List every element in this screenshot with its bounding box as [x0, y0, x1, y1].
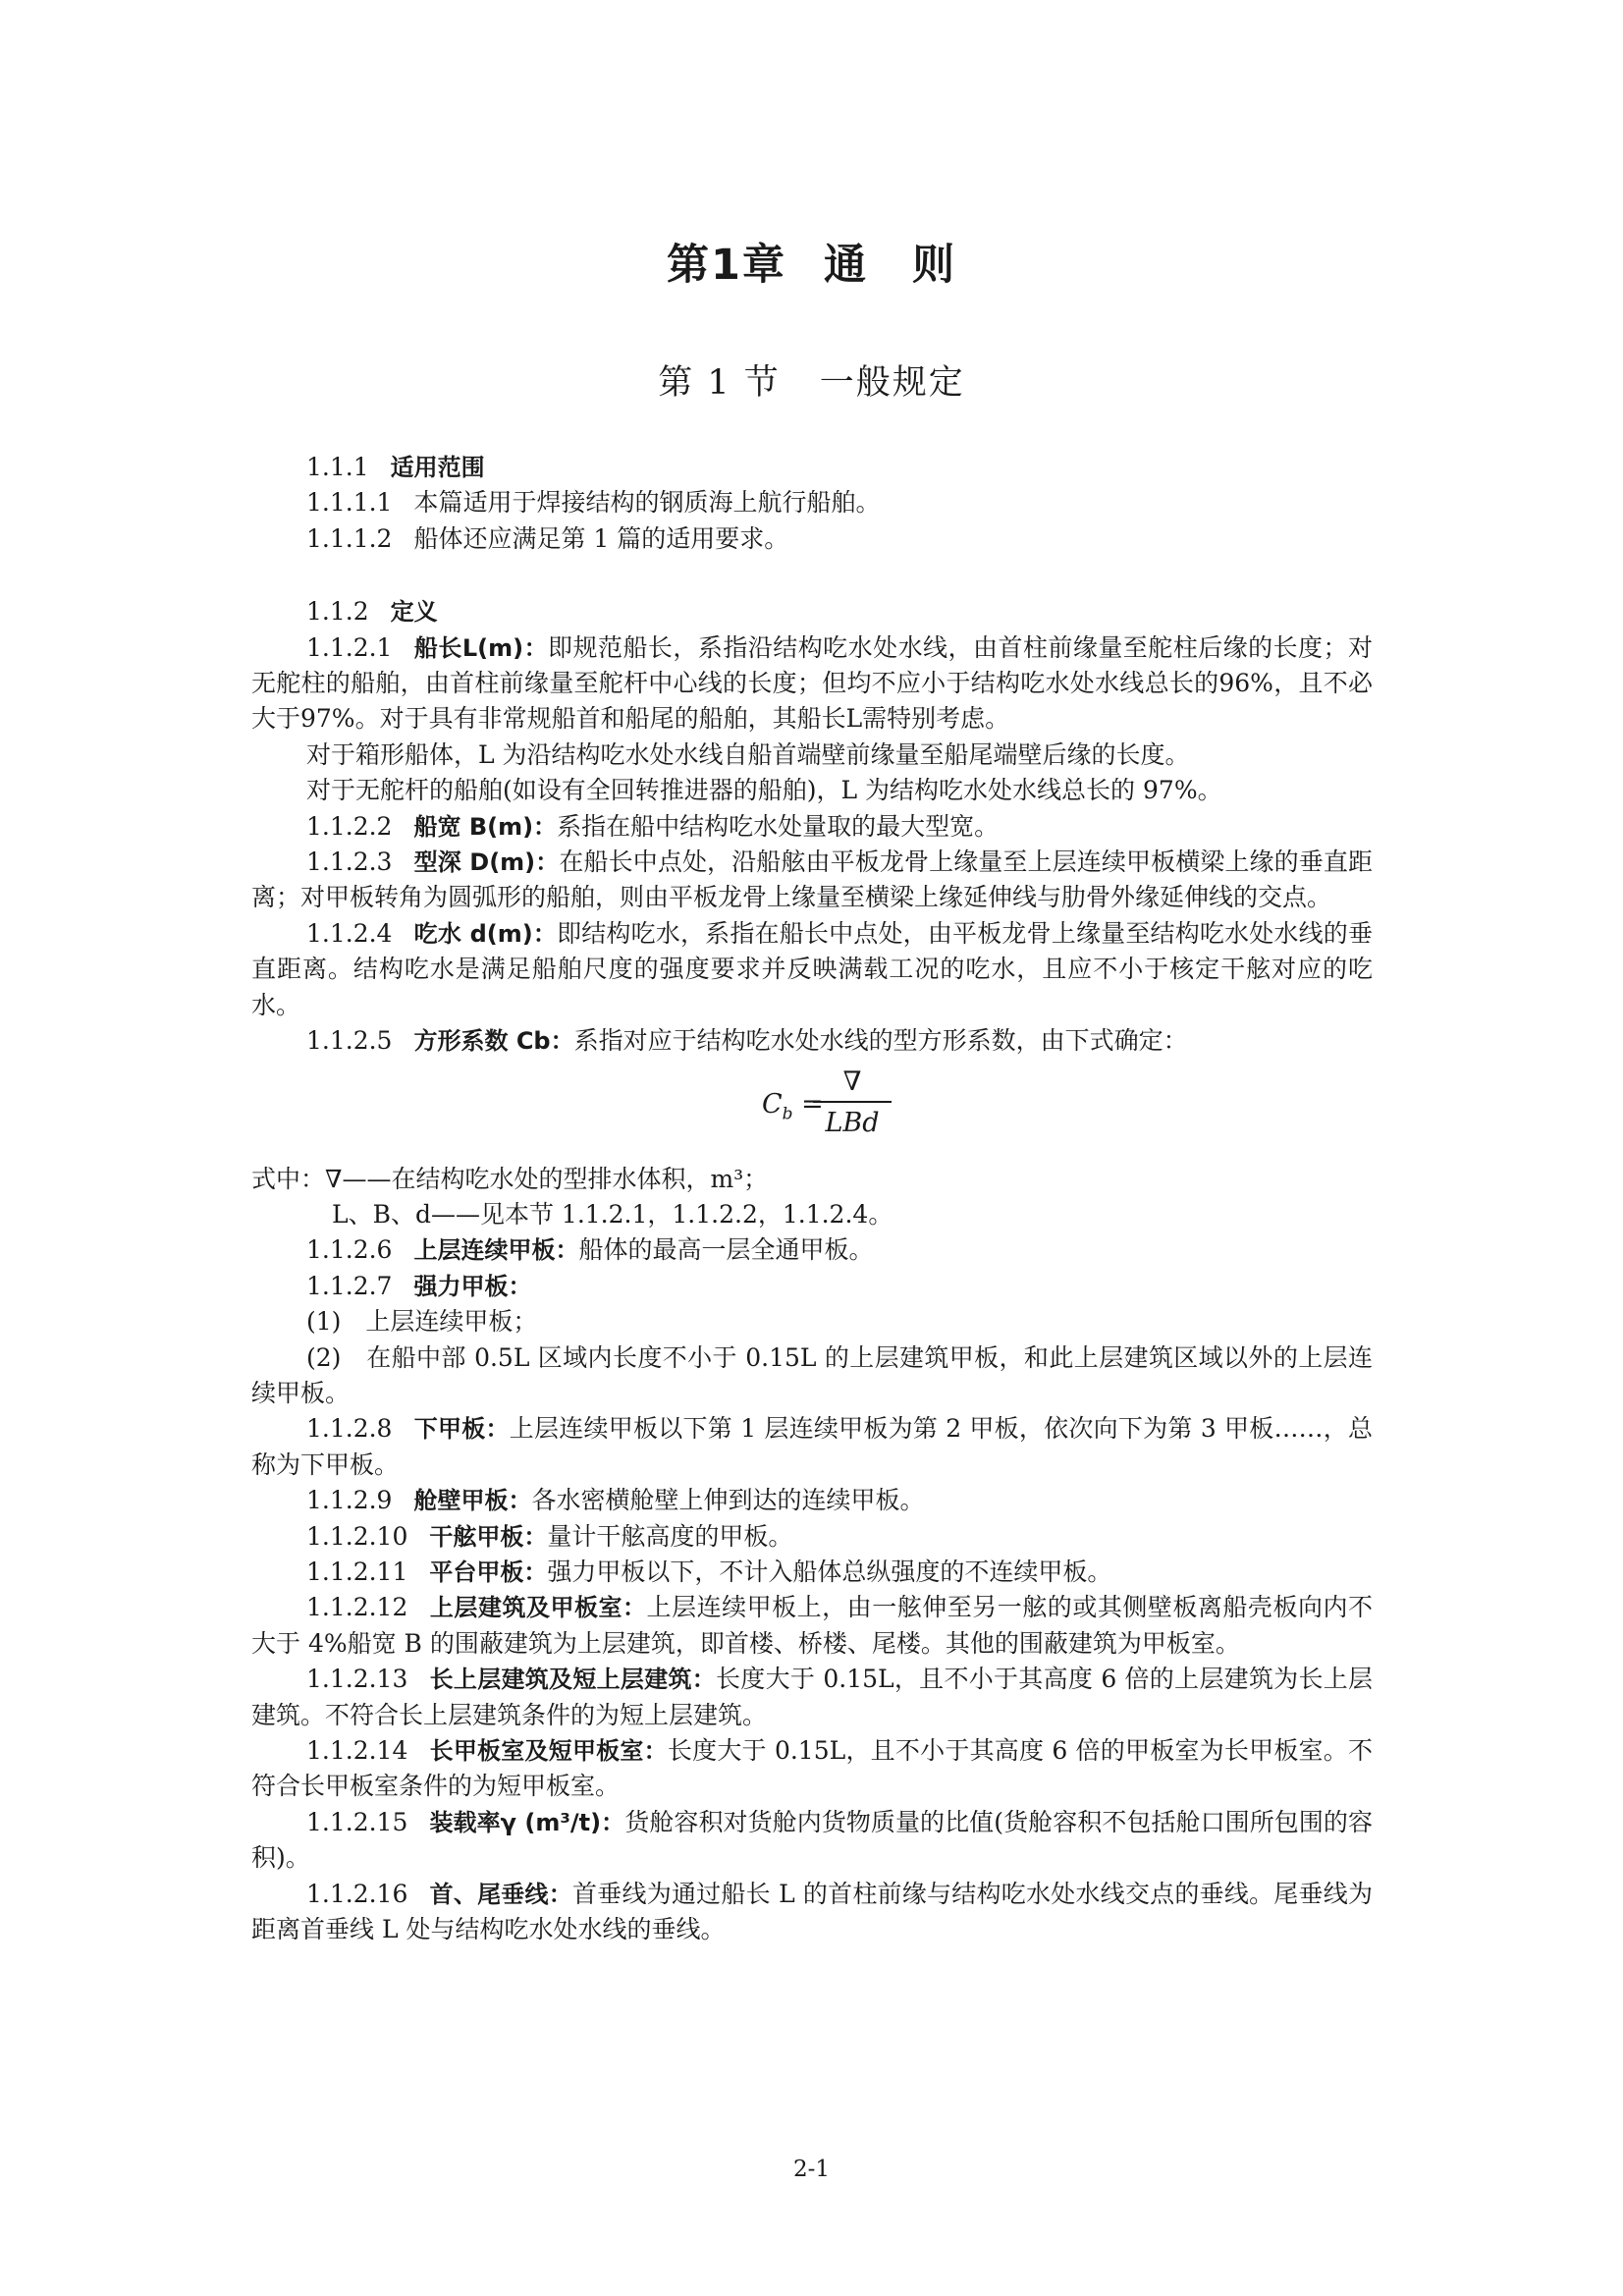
clause-number: 1.1.2.13: [306, 1665, 408, 1694]
clause-number: 1.1.2.4: [306, 918, 393, 948]
clause-1-1-2: [251, 594, 1373, 629]
definition-term: 型深 D(m)：: [413, 848, 560, 877]
definition-text: 在船长中点处，沿船舷由平板龙骨上缘量至上层连续甲板横梁上缘的垂直距离；对甲板转角为圆弧形的船舶，则由平板龙骨上缘量至横梁上缘延伸线与肋骨外缘延伸线的交点。: [251, 847, 1373, 912]
definition-term: 强力甲板：: [413, 1272, 532, 1300]
block-coefficient-formula: [251, 1060, 1373, 1162]
clause-1-1-1: [251, 450, 1373, 485]
formula-fraction: [813, 1066, 892, 1140]
definition-platform-deck: [251, 1555, 1373, 1590]
definition-strength-deck: [251, 1269, 1373, 1304]
definition-term: 长上层建筑及短上层建筑：: [429, 1666, 717, 1694]
definition-text: 系指对应于结构吃水处水线的型方形系数，由下式确定：: [573, 1026, 1188, 1056]
clause-number: 1.1.2.15: [306, 1807, 408, 1836]
clause-number: 1.1.2.10: [306, 1521, 408, 1551]
definition-long-superstructure: [251, 1662, 1373, 1733]
clause-number: 1.1.2.12: [306, 1593, 408, 1622]
section-label: 第 1 节: [658, 363, 781, 403]
definition-text: 长度大于 0.15L，且不小于其高度 6 倍的甲板室为长甲板室。不符合长甲板室条件的为短甲板室。: [251, 1736, 1374, 1801]
definition-long-deckhouse: [251, 1733, 1373, 1805]
clause-number: 1.1.1: [306, 453, 369, 481]
list-item: [251, 1304, 1373, 1339]
definition-paragraph: [251, 773, 1373, 808]
clause-heading: 适用范围: [390, 454, 485, 481]
definition-text: 上层连续甲板以下第 1 层连续甲板为第 2 甲板，依次向下为第 3 甲板……，总称为下甲板。: [251, 1414, 1373, 1479]
definition-term: 上层建筑及甲板室：: [429, 1594, 647, 1622]
formula-numerator: ∇: [842, 1066, 862, 1097]
definition-text: 长度大于 0.15L，且不小于其高度 6 倍的上层建筑为长上层建筑。不符合长上层建筑条件的为短上层建筑。: [251, 1665, 1374, 1729]
list-item-text: (1) 上层连续甲板；: [306, 1307, 538, 1337]
definition-bulkhead-deck: [251, 1483, 1373, 1518]
definition-term: 平台甲板：: [429, 1558, 548, 1586]
definition-breadth: [251, 809, 1373, 845]
clause-number: 1.1.2.14: [306, 1736, 408, 1765]
definition-term: 长甲板室及短甲板室：: [429, 1737, 668, 1765]
formula-symbol: C: [762, 1088, 783, 1120]
clause-number: 1.1.2.1: [306, 632, 393, 662]
clause-number: 1.1.2.11: [306, 1557, 408, 1586]
chapter-title: [0, 232, 1623, 292]
formula-equals: =: [792, 1088, 824, 1120]
clause-1-1-1-2: [251, 521, 1373, 557]
definition-term: 干舷甲板：: [429, 1522, 548, 1551]
definition-text: 首垂线为通过船长 L 的首柱前缘与结构吃水处水线交点的垂线。尾垂线为距离首垂线 L 处与结构吃水处水线的垂线。: [251, 1879, 1374, 1944]
definition-term: 船宽 B(m)：: [413, 812, 558, 841]
definition-term: 吃水 d(m)：: [413, 919, 558, 948]
clause-number: 1.1.2: [306, 597, 369, 627]
definition-draught: [251, 916, 1373, 1023]
definition-text: 强力甲板以下，不计入船体总纵强度的不连续甲板。: [547, 1557, 1112, 1586]
clause-number: 1.1.2.8: [306, 1414, 393, 1444]
formula-where-line: [251, 1197, 1373, 1232]
section-title: [0, 355, 1623, 405]
definition-term: 船长L(m)：: [413, 633, 549, 662]
definition-text: 船体的最高一层全通甲板。: [578, 1235, 874, 1265]
clause-1-1-1-1: [251, 485, 1373, 520]
paragraph-text: 对于无舵杆的船舶(如设有全回转推进器的船舶)，L 为结构吃水处水线总长的 97%。: [306, 776, 1222, 805]
definition-term: 首、尾垂线：: [429, 1880, 573, 1908]
clause-number: 1.1.2.9: [306, 1486, 393, 1515]
definition-paragraph: [251, 738, 1373, 773]
definition-stowage-factor: [251, 1805, 1373, 1877]
clause-heading: 定义: [390, 598, 438, 627]
fraction-bar: [813, 1101, 892, 1103]
formula-where-line: [251, 1162, 1373, 1197]
page-number: 2-1: [792, 2157, 831, 2182]
definition-term: 下甲板：: [413, 1415, 510, 1444]
definition-text: 系指在船中结构吃水处量取的最大型宽。: [557, 811, 1000, 841]
definition-text: 量计干舷高度的甲板。: [547, 1521, 793, 1551]
clause-number: 1.1.1.2: [306, 523, 393, 553]
document-body: [251, 450, 1373, 1947]
clause-text: 本篇适用于焊接结构的钢质海上航行船舶。: [413, 488, 881, 518]
where-text: L、B、d——见本节 1.1.2.1，1.1.2.2，1.1.2.4。: [332, 1199, 893, 1229]
clause-number: 1.1.1.1: [306, 488, 393, 518]
clause-number: 1.1.2.6: [306, 1235, 393, 1265]
definition-term: 装载率γ (m³/t)：: [429, 1808, 625, 1836]
clause-number: 1.1.2.7: [306, 1271, 393, 1300]
clause-text: 船体还应满足第 1 篇的适用要求。: [413, 523, 789, 553]
definition-superstructure: [251, 1590, 1373, 1662]
definition-freeboard-deck: [251, 1519, 1373, 1555]
definition-text: 即规范船长，系指沿结构吃水处水线，由首柱前缘量至舵柱后缘的长度；对无舵柱的船舶，由首柱前缘量至舵杆中心线的长度；但均不应小于结构吃水处水线总长的96%，且不必大于97%。对于具有非常规船首和船尾的船舶，其船长L需特别考虑。: [251, 632, 1373, 734]
definition-text: 各水密横舱壁上伸到达的连续甲板。: [531, 1486, 925, 1515]
formula-subscript: b: [782, 1103, 793, 1123]
definition-upper-deck: [251, 1232, 1373, 1268]
where-text: 式中：∇——在结构吃水处的型排水体积，m³；: [251, 1164, 769, 1193]
clause-number: 1.1.2.2: [306, 811, 393, 841]
definition-term: 舱壁甲板：: [413, 1487, 532, 1515]
clause-number: 1.1.2.5: [306, 1026, 393, 1056]
clause-number: 1.1.2.3: [306, 847, 393, 877]
clause-number: 1.1.2.16: [306, 1879, 408, 1908]
formula-denominator: LBd: [825, 1107, 880, 1138]
definition-term: 方形系数 Cb：: [413, 1027, 574, 1056]
definition-depth: [251, 845, 1373, 916]
definition-lower-deck: [251, 1411, 1373, 1483]
paragraph-text: 对于箱形船体，L 为沿结构吃水处水线自船首端壁前缘量至船尾端壁后缘的长度。: [306, 739, 1190, 769]
chapter-label: 第1章: [667, 241, 786, 290]
definition-block-coefficient: [251, 1023, 1373, 1059]
definition-ship-length: [251, 630, 1373, 738]
definition-text: 上层连续甲板上，由一舷伸至另一舷的或其侧壁板离船壳板向内不大于 4%船宽 B 的围蔽建筑为上层建筑，即首楼、桥楼、尾楼。其他的围蔽建筑为甲板室。: [251, 1593, 1373, 1658]
chapter-name: 通 则: [823, 241, 956, 290]
list-item-text: (2) 在船中部 0.5L 区域内长度不小于 0.15L 的上层建筑甲板，和此上层建筑区域以外的上层连续甲板。: [251, 1342, 1373, 1407]
definition-text: 即结构吃水，系指在船长中点处，由平板龙骨上缘量至结构吃水处水线的垂直距离。结构吃水是满足船舶尺度的强度要求并反映满载工况的吃水，且应不小于核定干舷对应的吃水。: [251, 918, 1373, 1019]
section-name: 一般规定: [819, 363, 965, 403]
definition-text: 货舱容积对货舱内货物质量的比值(货舱容积不包括舱口围所包围的容积)。: [251, 1807, 1373, 1873]
list-item: [251, 1340, 1373, 1412]
definition-perpendiculars: [251, 1877, 1373, 1948]
definition-term: 上层连续甲板：: [413, 1236, 579, 1265]
